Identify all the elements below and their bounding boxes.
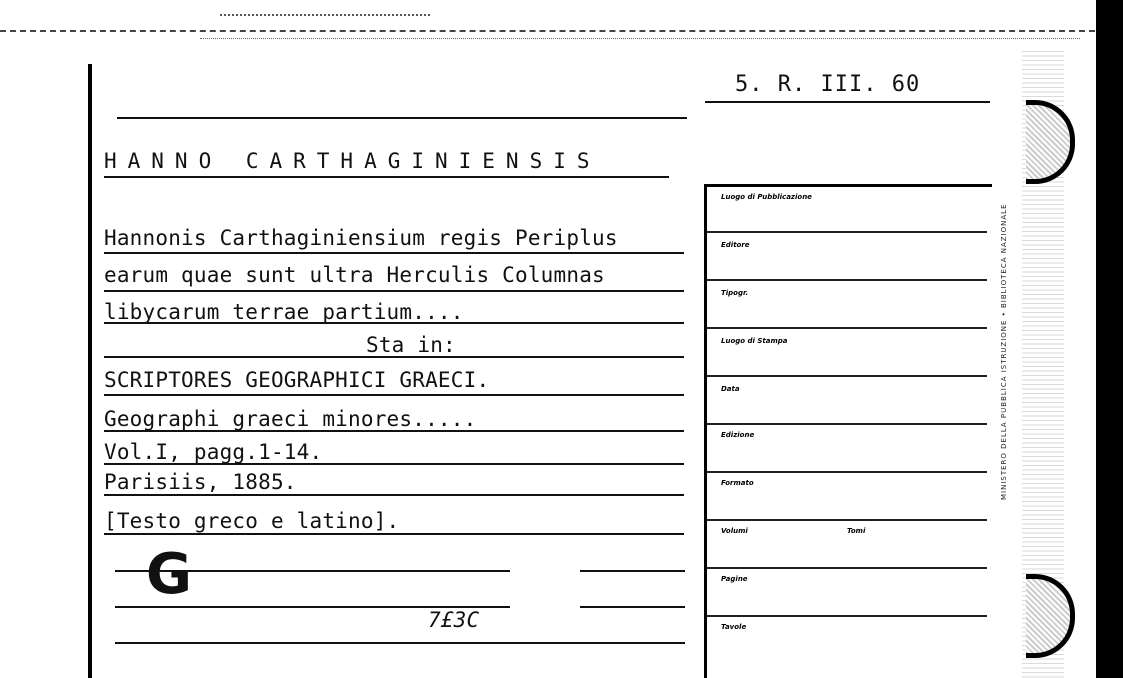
- rule: [115, 570, 685, 572]
- rule: [104, 394, 684, 396]
- sta-in-label: Sta in:: [366, 333, 456, 357]
- rule: [104, 322, 684, 324]
- form-rule: [707, 615, 987, 617]
- detail-line-1: Geographi graeci minores.....: [104, 407, 477, 431]
- scan-blank: [510, 550, 580, 620]
- label-place-of-publication: Luogo di Pubblicazione: [721, 193, 812, 201]
- form-rule: [707, 375, 987, 377]
- card-tab-bottom: [1026, 574, 1075, 658]
- label-publisher: Editore: [721, 241, 750, 249]
- title-line-3: libycarum terrae partium....: [104, 300, 464, 324]
- scan-top-rule-2: [200, 38, 1080, 39]
- rule: [104, 430, 684, 432]
- detail-line-3: Parisiis, 1885.: [104, 470, 297, 494]
- rule: [104, 463, 684, 465]
- rule: [104, 533, 684, 535]
- shelfmark: 5. R. III. 60: [735, 72, 921, 97]
- scan-top-rule: [0, 30, 1095, 32]
- rule: [104, 290, 684, 292]
- detail-line-2: Vol.I, pagg.1-14.: [104, 440, 323, 464]
- form-rule: [707, 327, 987, 329]
- form-rule: [707, 423, 987, 425]
- author-heading: HANNO CARTHAGINIENSIS: [104, 149, 601, 173]
- label-printer: Tipogr.: [721, 289, 749, 297]
- label-volumes: Volumi: [721, 527, 748, 535]
- publication-form: [704, 184, 992, 678]
- form-rule: [707, 279, 987, 281]
- heading-rule: [104, 176, 669, 178]
- card-left-border: [88, 64, 92, 678]
- shelfmark-rule: [705, 101, 990, 103]
- margin-text: MINISTERO DELLA PUBBLICA ISTRUZIONE • BIBLIOTECA NAZIONALE: [1000, 203, 1008, 500]
- form-rule: [707, 519, 987, 521]
- scan-right-border: [1096, 0, 1123, 678]
- form-rule: [707, 471, 987, 473]
- form-rule: [707, 231, 987, 233]
- label-tomes: Tomi: [847, 527, 866, 535]
- label-date: Data: [721, 385, 740, 393]
- label-plates: Tavole: [721, 623, 747, 631]
- title-line-2: earum quae sunt ultra Herculis Columnas: [104, 263, 605, 287]
- label-pages: Pagine: [721, 575, 748, 583]
- location-letter: G: [146, 542, 192, 607]
- rule: [115, 606, 685, 608]
- label-edition: Edizione: [721, 431, 755, 439]
- rule: [115, 642, 685, 644]
- title-line-1: Hannonis Carthaginiensium regis Periplus: [104, 226, 618, 250]
- series-heading: SCRIPTORES GEOGRAPHICI GRAECI.: [104, 368, 490, 392]
- stamp-number: 7£3C: [428, 608, 480, 632]
- label-place-of-printing: Luogo di Stampa: [721, 337, 788, 345]
- rule: [104, 356, 684, 358]
- form-rule: [707, 567, 987, 569]
- rule: [104, 494, 684, 496]
- scan-speck: [220, 14, 430, 16]
- rule-top: [117, 117, 687, 119]
- label-format: Formato: [721, 479, 754, 487]
- card-tab-top: [1026, 100, 1075, 184]
- detail-line-4: [Testo greco e latino].: [104, 509, 400, 533]
- rule: [104, 252, 684, 254]
